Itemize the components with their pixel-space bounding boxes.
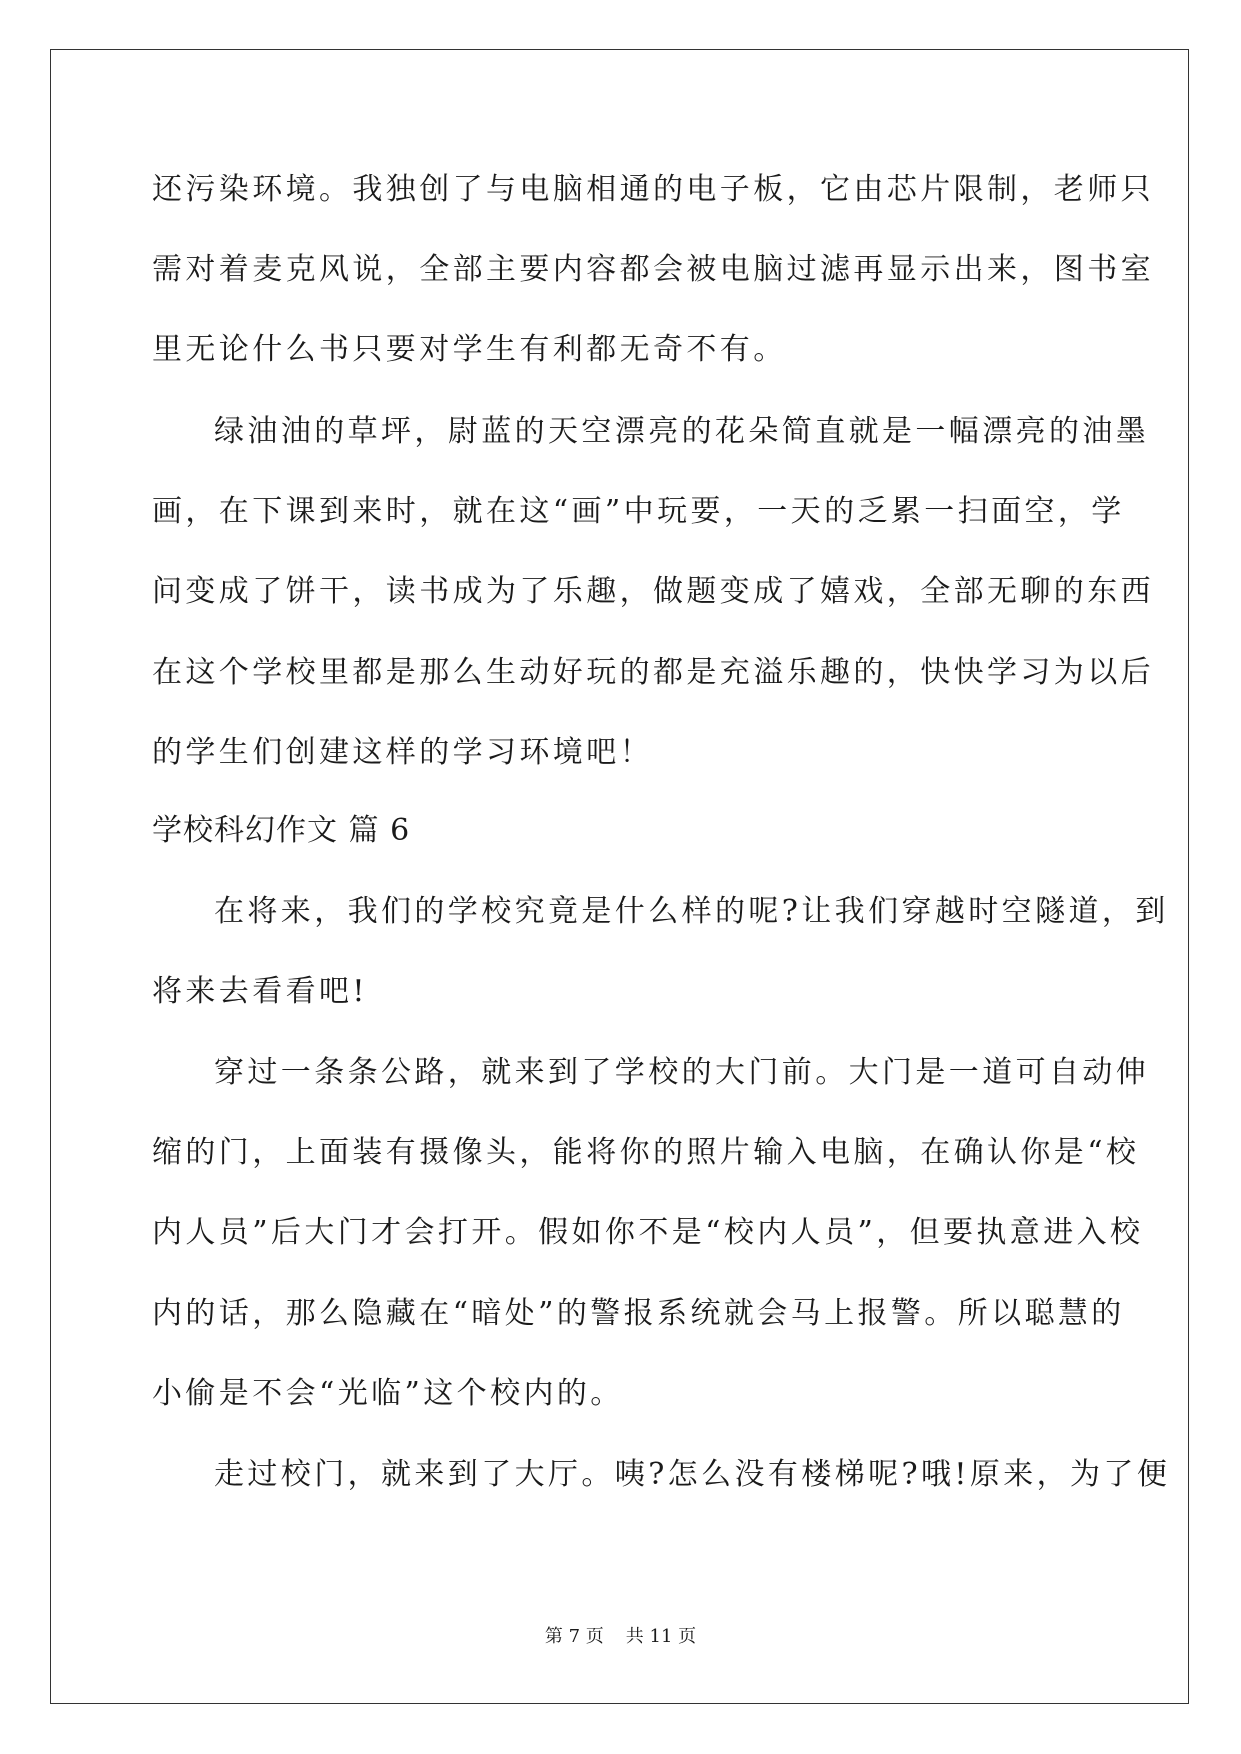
text-line: 问变成了饼干，读书成为了乐趣，做题变成了嬉戏，全部无聊的东西 [152,574,1154,609]
page-footer [0,1622,1241,1648]
paragraph-start-line: 穿过一条条公路，就来到了学校的大门前。大门是一道可自动伸 [214,1055,1150,1090]
text-line: 在这个学校里都是那么生动好玩的都是充溢乐趣的，快快学习为以后 [152,655,1154,690]
text-line: 将来去看看吧! [152,974,368,1009]
text-line: 内人员”后大门才会打开。假如你不是“校内人员”，但要执意进入校 [152,1215,1144,1250]
section-heading: 学校科幻作文 篇 6 [152,813,411,848]
page-number: 第 7 页 [544,1626,604,1647]
text-line: 画，在下课到来时，就在这“画”中玩要，一天的乏累一扫面空，学 [152,494,1125,529]
paragraph-start-line: 绿油油的草坪，尉蓝的天空漂亮的花朵简直就是一幅漂亮的油墨 [214,414,1150,449]
paragraph-start-line: 在将来，我们的学校究竟是什么样的呢?让我们穿越时空隧道，到 [214,894,1169,929]
text-line: 缩的门，上面装有摄像头，能将你的照片输入电脑，在确认你是“校 [152,1135,1140,1170]
text-line: 需对着麦克风说，全部主要内容都会被电脑过滤再显示出来，图书室 [152,252,1154,287]
text-line: 小偷是不会“光临”这个校内的。 [152,1376,624,1411]
text-line: 的学生们创建这样的学习环境吧！ [152,735,653,770]
text-line: 内的话，那么隐藏在“暗处”的警报系统就会马上报警。所以聪慧的 [152,1296,1125,1331]
page-total: 共 11 页 [625,1626,697,1647]
paragraph-start-line: 走过校门，就来到了大厅。咦?怎么没有楼梯呢?哦!原来，为了便 [214,1457,1171,1492]
text-line: 还污染环境。我独创了与电脑相通的电子板，它由芯片限制，老师只 [152,172,1154,207]
text-line: 里无论什么书只要对学生有利都无奇不有。 [152,332,787,367]
